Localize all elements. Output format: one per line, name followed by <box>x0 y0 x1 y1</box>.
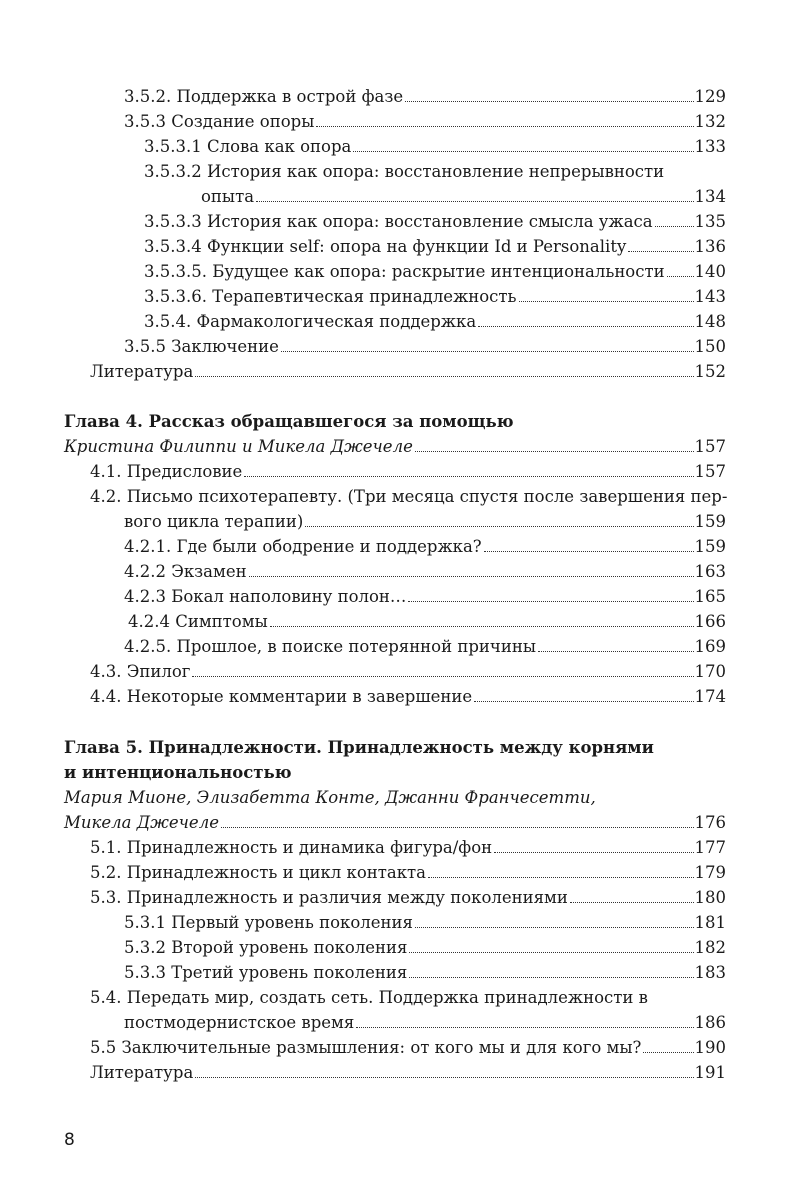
toc-entry[interactable] <box>90 357 726 382</box>
dot-leader <box>249 576 694 577</box>
toc-entry-title: 5.2. Принадлежность и цикл контакта <box>90 863 427 882</box>
dot-leader <box>538 651 694 652</box>
dot-leader <box>628 251 693 252</box>
toc-entry-title: 5.1. Принадлежность и динамика фигура/фон <box>90 838 493 857</box>
toc-entry-page: 136 <box>694 237 726 256</box>
toc-entry-page: 182 <box>694 938 726 957</box>
toc-entry-title: 4.2.5. Прошлое, в поиске потерянной причины <box>124 637 536 656</box>
toc-entry[interactable] <box>90 858 726 883</box>
toc-entry-page: 169 <box>694 637 726 656</box>
toc-entry-page: 166 <box>694 612 726 631</box>
toc-entry[interactable] <box>128 607 726 632</box>
dot-leader <box>244 476 693 477</box>
toc-entry-page: 132 <box>694 112 726 131</box>
toc-entry-title: 3.5.3.3 История как опора: восстановление смысла ужаса <box>144 212 653 231</box>
dot-leader <box>195 1077 693 1078</box>
toc-entry-title: 5.5 Заключительные размышления: от кого мы и для кого мы? <box>90 1038 642 1057</box>
dot-leader <box>281 351 694 352</box>
toc-entry-page: 183 <box>694 963 726 982</box>
dot-leader <box>316 126 693 127</box>
chapter-4-authors[interactable] <box>64 432 726 457</box>
toc-entry-page: 140 <box>694 262 726 281</box>
dot-leader <box>408 601 693 602</box>
dot-leader <box>474 701 693 702</box>
toc-entry-title: 4.1. Предисловие <box>90 462 243 481</box>
toc-entry-title-line1[interactable]: 5.4. Передать мир, создать сеть. Поддержка принадлежности в <box>90 988 648 1007</box>
toc-entry-page: 180 <box>694 888 726 907</box>
toc-entry-title-line1[interactable]: 4.2. Письмо психотерапевту. (Три месяца спустя после завершения пер- <box>90 487 728 506</box>
toc-entry[interactable] <box>90 883 726 908</box>
toc-entry-title-line1[interactable]: 3.5.3.2 История как опора: восстановление непрерывности <box>144 162 665 181</box>
toc-entry-title: 4.4. Некоторые комментарии в завершение <box>90 687 473 706</box>
toc-entry-title: 5.3.3 Третий уровень поколения <box>124 963 408 982</box>
toc-entry-title: 3.5.3.1 Слова как опора <box>144 137 352 156</box>
dot-leader <box>655 226 694 227</box>
toc-entry-page: 179 <box>694 863 726 882</box>
toc-entry[interactable] <box>124 332 726 357</box>
dot-leader <box>643 1052 693 1053</box>
toc-entry-page: 191 <box>694 1063 726 1082</box>
toc-entry-page: 152 <box>694 362 726 381</box>
toc-entry-title: 3.5.5 Заключение <box>124 337 279 356</box>
dot-leader <box>494 852 693 853</box>
toc-entry[interactable] <box>124 507 726 532</box>
dot-leader <box>256 201 693 202</box>
toc-entry-title: Литература <box>90 362 194 381</box>
toc-entry-title: 3.5.2. Поддержка в острой фазе <box>124 87 404 106</box>
dot-leader <box>409 977 693 978</box>
toc-entry[interactable] <box>124 958 726 983</box>
dot-leader <box>195 376 693 377</box>
dot-leader <box>484 551 694 552</box>
toc-entry[interactable] <box>124 107 726 132</box>
toc-entry-title: 5.3.1 Первый уровень поколения <box>124 913 413 932</box>
toc-entry-page: 157 <box>694 437 726 456</box>
chapter-5-heading-line1[interactable]: Глава 5. Принадлежности. Принадлежность между корнями <box>64 738 654 757</box>
toc-entry[interactable] <box>90 1033 726 1058</box>
toc-entry-page: 159 <box>694 537 726 556</box>
toc-entry-title-line2: постмодернистское время <box>124 1013 355 1032</box>
toc-entry-page: 157 <box>694 462 726 481</box>
toc-entry-page: 129 <box>694 87 726 106</box>
toc-entry-page: 170 <box>694 662 726 681</box>
dot-leader <box>405 101 693 102</box>
dot-leader <box>409 952 693 953</box>
toc-entry-page: 163 <box>694 562 726 581</box>
authors-text: Кристина Филиппи и Микела Джечеле <box>64 437 413 456</box>
toc-entry-title: 3.5.3.6. Терапевтическая принадлежность <box>144 287 517 306</box>
toc-entry[interactable] <box>124 1008 726 1033</box>
toc-entry-page: 186 <box>694 1013 726 1032</box>
toc-entry[interactable] <box>144 307 726 332</box>
toc-entry[interactable] <box>90 657 726 682</box>
toc-entry-title: Литература <box>90 1063 194 1082</box>
dot-leader <box>221 827 694 828</box>
dot-leader <box>570 902 694 903</box>
toc-entry[interactable] <box>90 1058 726 1083</box>
toc-entry[interactable] <box>90 457 726 482</box>
dot-leader <box>356 1027 693 1028</box>
chapter-5-authors-line1[interactable]: Мария Мионе, Элизабетта Конте, Джанни Франчесетти, <box>64 788 596 807</box>
toc-entry-page: 177 <box>694 838 726 857</box>
toc-entry-page: 176 <box>694 813 726 832</box>
dot-leader <box>305 526 693 527</box>
toc-entry[interactable] <box>124 532 726 557</box>
dot-leader <box>667 276 694 277</box>
toc-entry-title: 4.2.1. Где были ободрение и поддержка? <box>124 537 482 556</box>
page-number: 8 <box>64 1130 75 1150</box>
toc-entry[interactable] <box>90 833 726 858</box>
toc-entry-page: 190 <box>694 1038 726 1057</box>
dot-leader <box>415 927 694 928</box>
toc-entry-title: 4.2.2 Экзамен <box>124 562 247 581</box>
toc-entry-title: 4.2.4 Симптомы <box>128 612 268 631</box>
toc-entry-title: 5.3.2 Второй уровень поколения <box>124 938 408 957</box>
toc-entry-page: 174 <box>694 687 726 706</box>
toc-entry[interactable] <box>144 257 726 282</box>
dot-leader <box>270 626 694 627</box>
chapter-5-heading-line2[interactable]: и интенциональностью <box>64 763 292 782</box>
toc-entry-title: 3.5.3 Создание опоры <box>124 112 315 131</box>
toc-entry-title: 5.3. Принадлежность и различия между поколениями <box>90 888 568 907</box>
toc-entry-title: 3.5.4. Фармакологическая поддержка <box>144 312 477 331</box>
toc-entry[interactable] <box>144 282 726 307</box>
dot-leader <box>192 676 693 677</box>
toc-entry-title-line2: опыта <box>201 187 255 206</box>
toc-entry[interactable] <box>124 632 726 657</box>
dot-leader <box>428 877 693 878</box>
toc-entry-title: 3.5.3.4 Функции self: опора на функции Id и Personality <box>144 237 627 256</box>
toc-entry-page: 181 <box>694 913 726 932</box>
toc-entry-title: 3.5.3.5. Будущее как опора: раскрытие интенциональности <box>144 262 665 281</box>
authors-text: Микела Джечеле <box>64 813 219 832</box>
toc-entry-title-line2: вого цикла терапии) <box>124 512 304 531</box>
toc-entry-page: 150 <box>694 337 726 356</box>
toc-entry[interactable] <box>124 557 726 582</box>
toc-entry-page: 159 <box>694 512 726 531</box>
dot-leader <box>478 326 693 327</box>
toc-entry[interactable] <box>124 82 726 107</box>
toc-entry-page: 143 <box>694 287 726 306</box>
toc-entry[interactable] <box>144 132 726 157</box>
toc-entry-page: 133 <box>694 137 726 156</box>
dot-leader <box>353 151 693 152</box>
dot-leader <box>415 451 694 452</box>
toc-entry-page: 134 <box>694 187 726 206</box>
toc-entry[interactable] <box>144 207 726 232</box>
toc-entry-page: 148 <box>694 312 726 331</box>
toc-entry-title: 4.2.3 Бокал наполовину полон… <box>124 587 407 606</box>
toc-entry[interactable] <box>124 933 726 958</box>
toc-entry-page: 165 <box>694 587 726 606</box>
toc-entry[interactable] <box>90 682 726 707</box>
toc-entry[interactable] <box>124 582 726 607</box>
toc-entry-title: 4.3. Эпилог <box>90 662 191 681</box>
toc-entry[interactable] <box>124 908 726 933</box>
toc-entry[interactable] <box>144 232 726 257</box>
chapter-4-heading[interactable]: Глава 4. Рассказ обращавшегося за помощью <box>64 412 514 431</box>
dot-leader <box>519 301 694 302</box>
toc-entry[interactable] <box>201 182 726 207</box>
toc-entry-page: 135 <box>694 212 726 231</box>
chapter-5-authors[interactable] <box>64 808 726 833</box>
